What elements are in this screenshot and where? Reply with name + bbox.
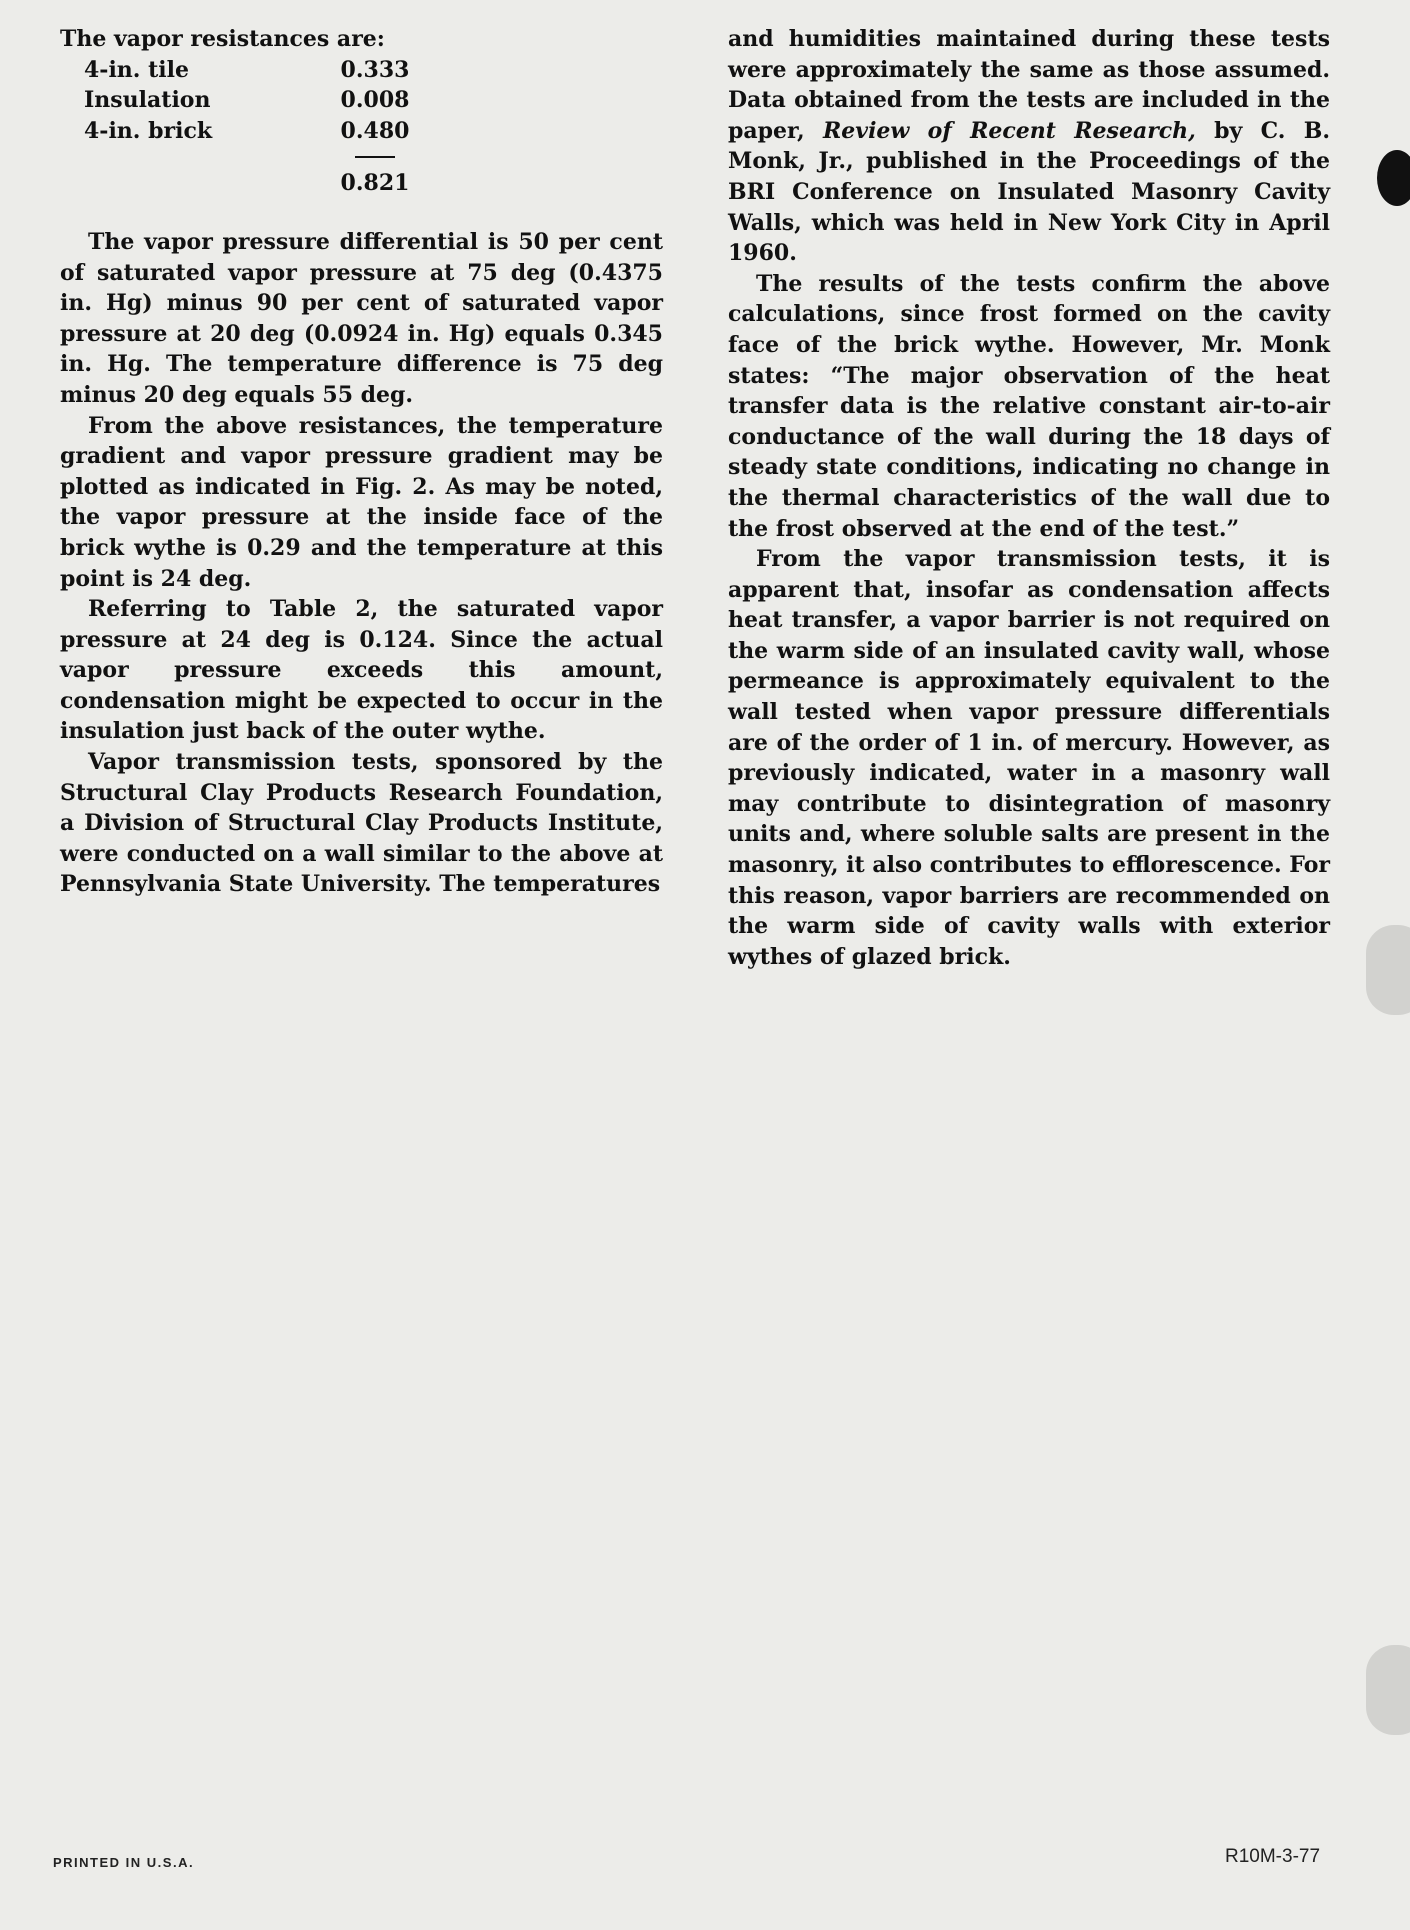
resistances-intro: The vapor resistances are: [60,26,385,52]
sum-rule [355,156,395,158]
margin-dot-mark [1377,150,1410,206]
paragraph: From the above resistances, the temperature gradient and vapor pressure gradient may be plotted as indicated in Fig. 2. As may be noted, the vapor pressure at the inside face of the brick wythe is 0.29 and the temperature at this point is 24 deg. [60,412,663,592]
resistance-value: 0.333 [340,56,410,83]
paragraph: Vapor transmission tests, sponsored by the Structural Clay Products Research Foundation, a Division of Structural Clay Products Institute, were conducted on a wall similar to the above at Pennsylvania State University. The temperatures [60,749,663,898]
printed-in-usa-footer: PRINTED IN U.S.A. [53,1855,195,1870]
vapor-resistance-table [84,55,410,199]
table-row [84,116,410,147]
resistance-label: 4-in. brick [84,117,213,144]
left-column [60,24,663,900]
paper-title: Review of Recent Research, [823,117,1196,144]
paragraph-text: and humidities maintained during these tests were approximately the same as those assumed. Data obtained from the tests are included in the paper, [728,26,1330,144]
sum-rule-row [84,146,410,168]
margin-tab-mark [1366,1645,1410,1735]
resistance-value: 0.008 [340,87,410,114]
resistance-value: 0.480 [340,117,410,144]
paragraph-text: by C. B. Monk, Jr., published in the Proceedings of the BRI Conference on Insulated Masonry Cavity Walls, which was held in New York City in April 1960. [728,117,1330,267]
paragraph: Referring to Table 2, the saturated vapor pressure at 24 deg is 0.124. Since the actual vapor pressure exceeds this amount, condensation might be expected to occur in the insulation just back of the outer wythe. [60,596,663,745]
paragraph: The vapor pressure differential is 50 per cent of saturated vapor pressure at 75 deg (0.4375 in. Hg) minus 90 per cent of saturated vapor pressure at 20 deg (0.0924 in. Hg) equals 0.345 in. Hg. The temperature difference is 75 deg minus 20 deg equals 55 deg. [60,228,663,408]
resistance-total: 0.821 [340,170,410,197]
margin-tab-mark [1366,925,1410,1015]
document-code-footer: R10M-3-77 [1225,1846,1321,1867]
total-row [84,168,410,199]
resistance-label: 4-in. tile [84,56,189,83]
paragraph: The results of the tests confirm the above calculations, since frost formed on the cavity face of the brick wythe. However, Mr. Monk states: “The major observation of the heat transfer data is the relative constant air-to-air conductance of the wall during the 18 days of steady state conditions, indicating no change in the thermal characteristics of the wall due to the frost observed at the end of the test.” [728,270,1330,542]
paragraph: From the vapor transmission tests, it is apparent that, insofar as condensation affects heat transfer, a vapor barrier is not required on the warm side of an insulated cavity wall, whose permeance is approximately equivalent to the wall tested when vapor pressure differentials are of the order of 1 in. of mercury. However, as previously indicated, water in a masonry wall may contribute to disintegration of masonry units and, where soluble salts are present in the masonry, it also contributes to efflorescence. For this reason, vapor barriers are recommended on the warm side of cavity walls with exterior wythes of glazed brick. [728,546,1330,970]
resistance-label: Insulation [84,87,211,114]
table-row [84,55,410,86]
table-row [84,85,410,116]
paragraph [728,24,1330,269]
right-column [728,24,1330,972]
